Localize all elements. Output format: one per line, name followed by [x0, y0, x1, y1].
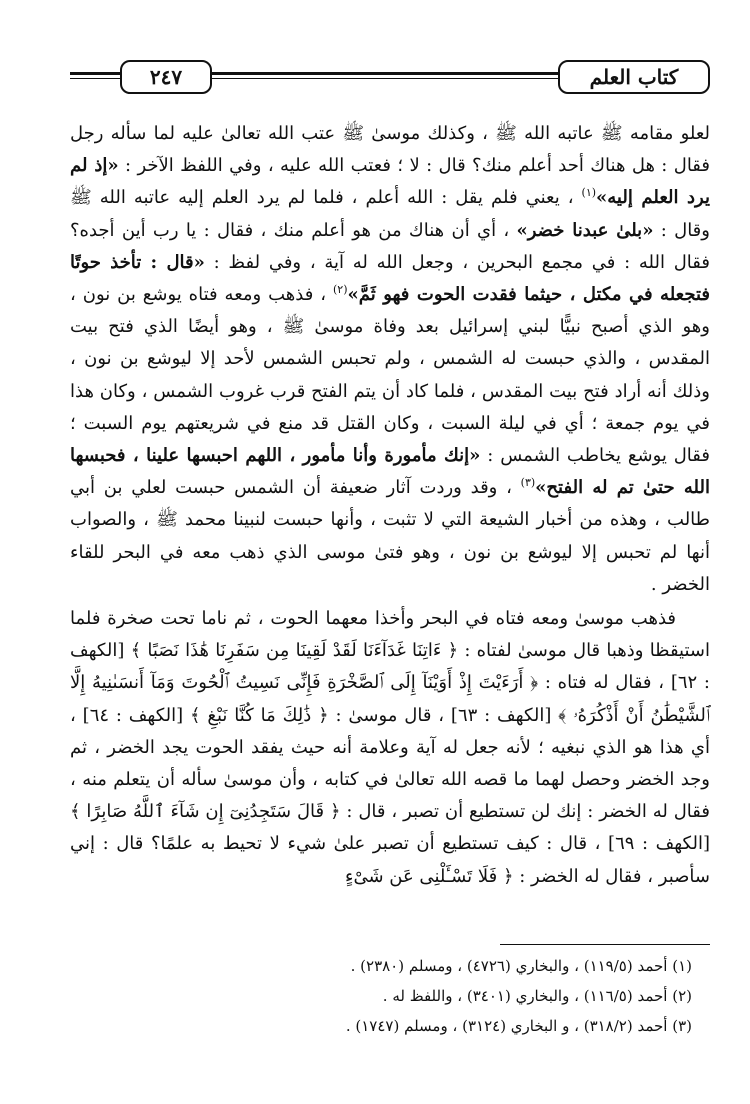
quran-verse: ﴿ قَالَ سَتَجِدُنِىٓ إِن شَآءَ ٱللَّهُ صَابِرًا ﴾ [70, 801, 341, 823]
text-run: فذهب موسىٰ ومعه فتاه في البحر وأخذا معهما الحوت ، ثم ناما تحت صخرة فلما استيقظا وذهبا قال موسىٰ لفتاه : [70, 608, 710, 662]
text-run: ، وقد وردت آثار ضعيفة أن الشمس حبست لعلي بن أبي طالب ، وهذه من أخبار الشيعة التي لا تثبت ، وأنها حبست لنبينا محمد ﷺ ، والصواب أنها لم تحبس إلا ليوشع بن نون ، وهو فتىٰ موسى الذي ذهب معه في البحر للقاء الخضر . [70, 477, 710, 595]
text-run: ، يعني فلم يقل : الله أعلم ، فلما لم يرد العلم إليه عاتبه الله ﷺ وقال : [70, 187, 710, 241]
text-run: لعلو مقامه ﷺ عاتبه الله ﷺ ، وكذلك موسىٰ ﷺ عتب الله تعالىٰ عليه لما سأله رجل فقال : هل هناك أحد أعلم منك؟ قال : لا ؛ فعتب الله عليه ، وفي اللفظ الآخر : [70, 123, 711, 177]
quran-verse: ﴿ ءَاتِنَا غَدَآءَنَا لَقَدْ لَقِينَا مِن سَفَرِنَا هَٰذَا نَصَبًا ﴾ [130, 640, 459, 662]
quran-verse: ﴿ ذَٰلِكَ مَا كُنَّا نَبْغِ ﴾ [190, 704, 329, 726]
text-run: [الكهف : ٦٩] ، قال : كيف تستطيع أن تصبر علىٰ شيء لا تحيط به علمًا؟ قال : إني سأصبر ، فقال له الخضر : [70, 833, 710, 887]
quran-verse: ﴿ فَلَا تَسْـَٔلْنِى عَن شَىْءٍ [345, 865, 514, 887]
text-run: [الكهف : ٦٣] ، قال موسىٰ : [328, 704, 559, 726]
footnote-marker: (٣) [520, 476, 536, 490]
page-header [70, 58, 710, 98]
hadith-quote: «إذ لم يرد العلم إليه» [70, 155, 710, 209]
hadith-quote: «بلىٰ عبدنا خضر» [516, 219, 654, 241]
hadith-quote: «إنك مأمورة وأنا مأمور ، اللهم احبسها علينا ، فحبسها الله حتىٰ تم له الفتح» [70, 445, 710, 499]
footnote-3: (٣) أحمد (٣١٨/٢) ، و البخاري (٣١٢٤) ، ومسلم (١٧٤٧) . [345, 1017, 692, 1035]
text-run: ، أي أن هناك من هو أعلم منك ، فقال : يا رب أين أجده؟ فقال الله : في مجمع البحرين ، وجعل الله له آية ، وفي لفظ : [70, 219, 710, 273]
text-run: [الكهف : ٦٢] ، فقال له فتاه : [70, 640, 710, 694]
text-run: ، فذهب ومعه فتاه يوشع بن نون ، وهو الذي أصبح نبيًّا لبني إسرائيل بعد وفاة موسىٰ ﷺ ، وهو أيضًا الذي فتح بيت المقدس ، والذي حبست له الشمس ، ولم تحبس الشمس لأحد إلا ليوشع بن نون ، وذلك أنه أراد فتح بيت المقدس ، فلما كاد أن يتم الفتح قرب غروب الشمس ، وكان هذا في يوم جمعة ؛ أي في ليلة السبت ، وكان القتل قد منع في شريعتهم يوم السبت ؛ فقال يوشع يخاطب الشمس : [70, 284, 710, 467]
footnote-2: (٢) أحمد (١١٦/٥) ، والبخاري (٣٤٠١) ، واللفظ له . [382, 987, 692, 1005]
footnote-separator [500, 944, 710, 945]
text-run: [الكهف : ٦٤] ، أي هذا هو الذي نبغيه ؛ لأنه جعل له آية وعلامة أنه حيث يفقد الحوت يجد الخضر ، ثم وجد الخضر وحصل لهما ما قصه الله تعالىٰ في كتابه ، وأن موسىٰ سأله أن يتعلم منه ، فقال له الخضر : إنك لن تستطيع أن تصبر ، قال : [70, 704, 710, 823]
footnote-1: (١) أحمد (١١٩/٥) ، والبخاري (٤٧٢٦) ، ومسلم (٢٣٨٠) . [350, 957, 692, 975]
footnotes [70, 944, 710, 1041]
book-title: كتاب العلم [558, 60, 710, 94]
footnote-marker: (٢) [333, 283, 348, 297]
paragraph-2 [70, 603, 710, 893]
paragraph-1 [70, 118, 710, 601]
main-text [70, 118, 710, 893]
page-number: ٢٤٧ [120, 60, 212, 94]
hadith-quote: «قال : تأخذ حوتًا فتجعله في مكتل ، حيثما فقدت الحوت فهو ثَمَّ» [70, 251, 710, 306]
footnote-marker: (١) [581, 186, 597, 200]
quran-verse: ﴿ أَرَءَيْتَ إِذْ أَوَيْنَآ إِلَى ٱلصَّخْرَةِ فَإِنِّى نَسِيتُ ٱلْحُوتَ وَمَآ أَنسَىٰنِيهُ إِلَّا ٱلشَّيْطَٰنُ أَنْ أَذْكُرَهُۥ ﴾ [70, 672, 711, 726]
